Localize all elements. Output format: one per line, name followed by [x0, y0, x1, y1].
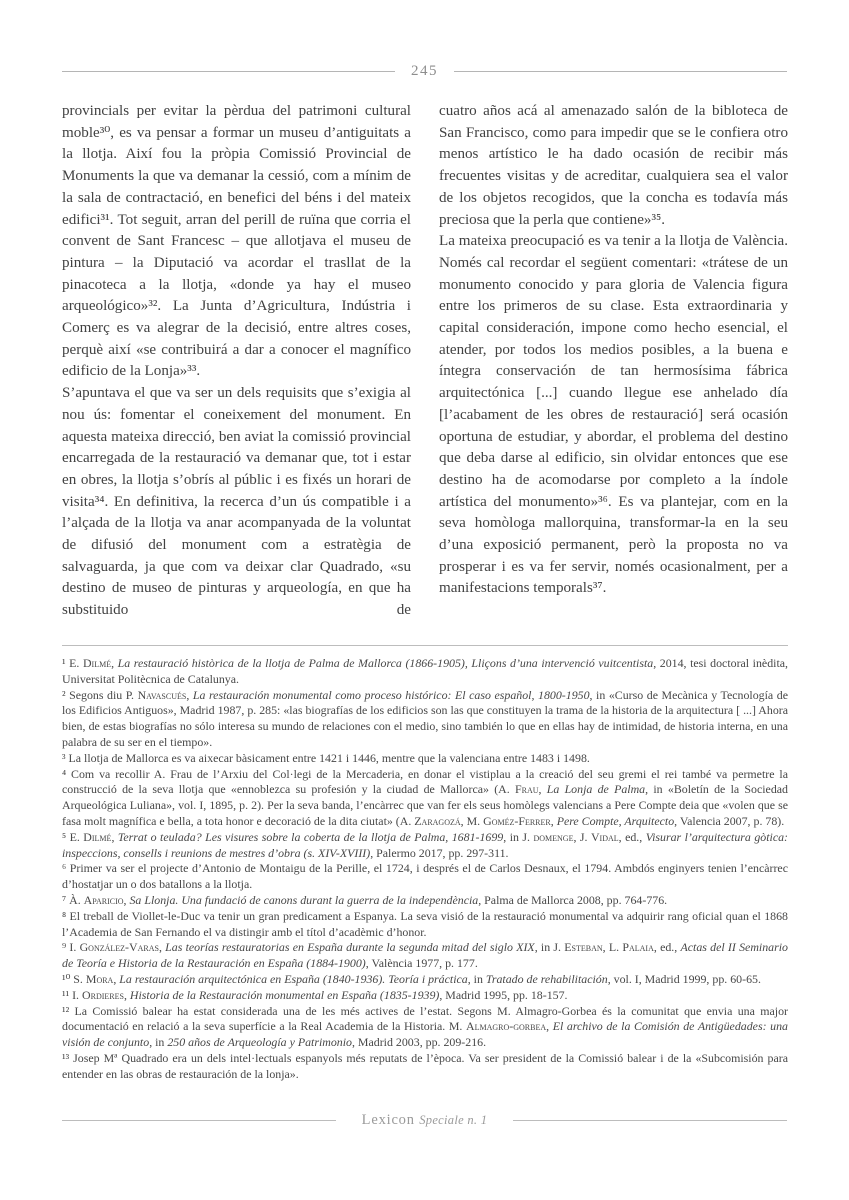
footer-rule-left	[62, 1120, 336, 1121]
footnote: ³ La llotja de Mallorca es va aixecar bàsicament entre 1421 i 1446, mentre que la valenciana entre 1483 i 1498.	[62, 750, 590, 765]
footnote: ¹² La Comissió balear ha estat considerada una de les més actives de l’estat. Segons M. Almagro-Gorbea és la comunitat que envia una major documentació en relació a la seva superfície a la Real Academia de la Historia. M. Almagro-gorbea, El archivo de la Comisión de Antigüedades: una visión de conjunto, in 250 años de Arqueología y Patrimonio, Madrid 2003, pp. 209-216.	[62, 1003, 788, 1050]
left-column	[62, 101, 411, 622]
page-footer	[62, 1112, 787, 1129]
body-text	[62, 101, 788, 622]
body-paragraph: cuatro años acá al amenazado salón de la bibloteca de San Francisco, como para impedir que se le confiera otro menos artístico le ha dado ocasión de recibir más frecuentes visitas y de acreditar, cualquiera sea el valor de los objetos recogidos, que la concha es todavía más preciosa que la perla que contiene»³⁵.	[439, 103, 788, 228]
right-column	[439, 101, 788, 622]
footnote: ¹¹ I. Ordieres, Historia de la Restauración monumental en España (1835-1939), Madrid 1995, pp. 18-157.	[62, 987, 568, 1002]
footnotes-block	[62, 656, 788, 1083]
footnote: ⁷ À. Aparicio, Sa Llonja. Una fundació de canons durant la guerra de la independència, Palma de Mallorca 2008, pp. 764-776.	[62, 892, 668, 907]
footnote: ¹ E. Dilmé, La restauració històrica de la llotja de Palma de Mallorca (1866-1905), Lliçons d’una intervenció vuitcentista, 2014, tesi doctoral inèdita, Universitat Politècnica de Catalunya.	[62, 656, 789, 686]
journal-name: Lexicon	[361, 1112, 415, 1128]
footnote: ² Segons diu P. Navascués, La restauración monumental como proceso histórico: El caso español, 1800-1950, in «Curso de Mecànica y Tecnología de los Edificios Antiguos», Madrid 1987, p. 285: «las biografías de los edificios son las que constituyen la trama de la historia de la arquitectura [ ...] Ahora bien, de estas biografías no sólo interesa su mundo de relaciones con el medio, sino también lo que en ellas hay de intimidad, de historia interna, en una palabra de su ser en el tiempo».	[62, 687, 788, 749]
running-head	[62, 63, 787, 80]
footnote: ⁴ Com va recollir A. Frau de l’Arxiu del Col·legi de la Mercaderia, en donar el vistiplau a la creació del seu gremi el rei també va permetre la construcció de la seva llotja que «ennoblezca su profesión y la ciudad de Mallorca» (A. Frau, La Lonja de Palma, in «Boletín de la Sociedad Arqueológica Luliana», vol. I, 1895, p. 2). Per la seva banda, l’encàrrec que van fer els seus homòlegs valencians a Pere Compte deia que «volen que se fasa molt magnífica e bella, a tota honor e decoració de la dita ciutat» (A. Zaragozá, M. Goméz-Ferrer, Pere Compte, Arquitecto, Valencia 2007, p. 78).	[62, 766, 788, 828]
footnote: ¹³ Josep Mª Quadrado era un dels intel·lectuals espanyols més reputats de l’època. Va ser president de la Comissió balear i de la «Subcomisión para entender en las obras de restauración de la lonja».	[62, 1050, 788, 1081]
header-rule-right	[454, 71, 787, 72]
body-paragraph: S’apuntava el que va ser un dels requisits que s’exigia al nou ús: fomentar el coneixement del monument. En aquesta mateixa direcció, ben aviat la comissió provincial encarregada de la restauració va demanar que, tot i estar en obres, la llotja s’obrís al públic i es fixés un horari de visita³⁴. En definitiva, la recerca d’un ús compatible i a l’alçada de la llotja va anar acompanyada de la voluntat de difusió del monument com a estratègia de salvaguarda, ja que com va deixar clar Quadrado, «su destino de museo de pinturas y arqueología, en que ha substituido de	[62, 385, 411, 619]
journal-issue: Speciale n. 1	[419, 1113, 488, 1127]
footnote: ⁹ I. González-Varas, Las teorías restauratorias en España durante la segunda mitad del siglo XIX, in J. Esteban, L. Palaia, ed., Actas del II Seminario de Teoría e Historia de la Restauración en España (1884-1900), València 1977, p. 177.	[62, 940, 788, 971]
body-paragraph: provincials per evitar la pèrdua del patrimoni cultural moble³⁰, es va pensar a formar un museu d’antiguitats a la llotja. Així fou la pròpia Comissió Provincial de Monuments la que va demanar la cessió, com a mínim de la sala de contractació, en benefici del béns i del mateix edifici³¹. Tot seguit, arran del perill de ruïna que corria el convent de Sant Francesc – que allotjava el museu de pintura – la Diputació va acordar el trasllat de la pinacoteca a la llotja, «donde ya hay el museo arqueológico»³². La Junta d’Agricultura, Indústria i Comerç es va alegrar de la decisió, entre altres coses, perquè així «se contribuirá a dar a conocer el magnífico edificio de la Lonja»³³.	[62, 103, 411, 380]
page-number: 245	[411, 63, 438, 79]
journal-title	[362, 1112, 488, 1129]
footnote: ⁸ El treball de Viollet-le-Duc va tenir un gran predicament a Espanya. La seva visió de la restauració monumental va adquirir rang oficial quan el 1868 l’Academia de San Fernando el va distingir amb el títol d’acadèmic d’honor.	[62, 908, 788, 939]
footnote-separator-rule	[62, 645, 788, 646]
footnote: ⁵ E. Dilmé, Terrat o teulada? Les visures sobre la coberta de la llotja de Palma, 1681-1699, in J. domenge, J. Vidal, ed., Visurar l’arquitectura gòtica: inspeccions, consells i reunions de mestres d’obra (s. XIV-XVIII), Palermo 2017, pp. 297-311.	[62, 829, 788, 860]
header-rule-left	[62, 71, 395, 72]
body-paragraph: La mateixa preocupació es va tenir a la llotja de València. Només cal recordar el següent comentari: «trátese de un monumento conocido y para gloria de Valencia figura entre los primeros de su clase. Esta extraordinaria y capital consideración, impone como hecho esencial, el atender, por todos los medios posibles, a la buena e íntegra conservación de tan hermosísima fábrica arquitectónica [...] cuando llegue ese anhelado día [l’acabament de les obres de restauració] será ocasión oportuna de estudiar, y abordar, el problema del destino que deba darse al edificio, sin olvidar entonces que ese destino ha de acomodarse por completo a la índole artística del monumento»³⁶. Es va plantejar, com en la seva homòloga mallorquina, transformar-la en la seu d’una exposició permanent, però la proposta no va prosperar i es va fer servir, només ocasionalment, per a manifestacions temporals³⁷.	[439, 233, 788, 597]
footer-rule-right	[513, 1120, 787, 1121]
footnote: ⁶ Primer va ser el projecte d’Antonio de Montaigu de la Perille, el 1724, i després el de Carlos Desnaux, el 1794. Ambdós enginyers tenien l’encàrrec d’hostatjar un o dos batallons a la llotja.	[62, 861, 788, 892]
footnote: ¹⁰ S. Mora, La restauración arquitectónica en España (1840-1936). Teoría i práctica, in Tratado de rehabilitación, vol. I, Madrid 1999, pp. 60-65.	[62, 971, 761, 986]
